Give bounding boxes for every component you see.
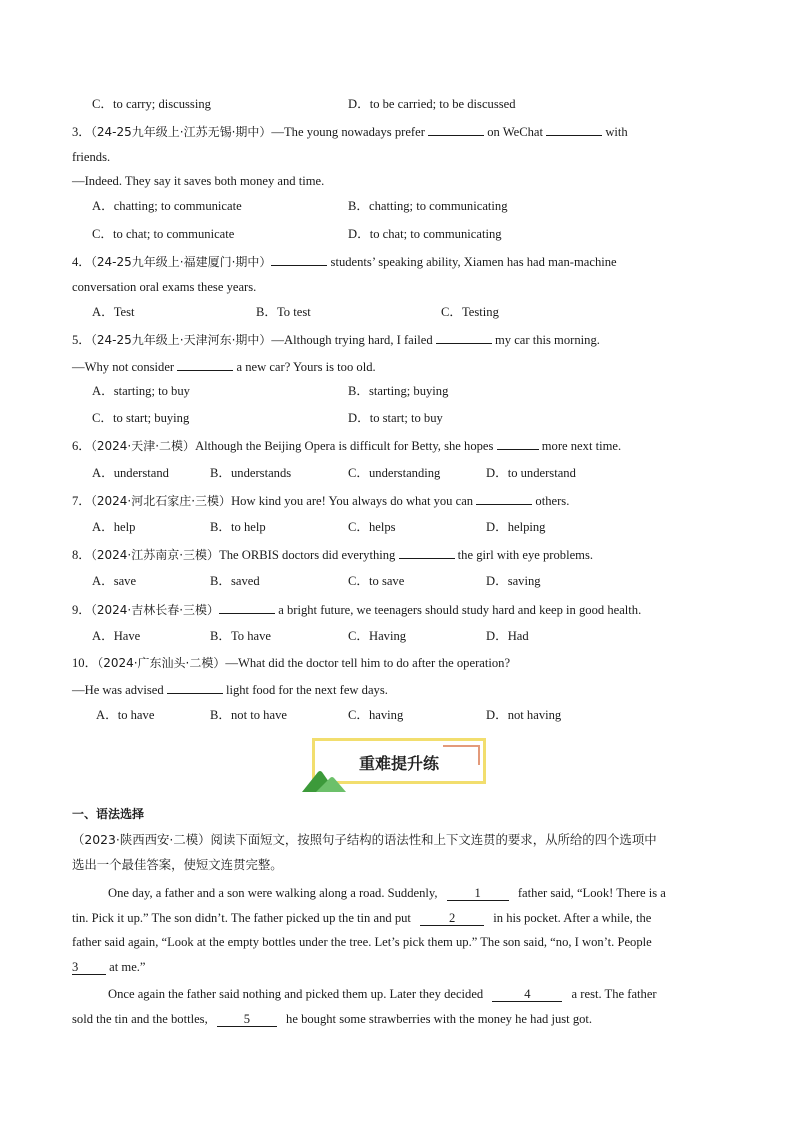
q10-blank[interactable] [167, 681, 223, 694]
q8-text-b: the girl with eye problems. [457, 548, 594, 562]
q5-source: （24-25九年级上·天津河东·期中） [90, 333, 272, 347]
hills-icon [302, 768, 346, 792]
q10-source: （2024·广东汕头·二模） [97, 656, 226, 670]
q7-option-b[interactable]: B．to help [210, 520, 266, 534]
q6-text-b: more next time. [541, 439, 622, 453]
badge-accent-bar-vertical [478, 745, 480, 765]
q5-number: 5． [72, 333, 91, 347]
q9-option-a[interactable]: A．Have [92, 629, 141, 643]
q10-stem [72, 655, 510, 671]
q4-text: students’ speaking ability, Xiamen has had man-machine [330, 255, 617, 269]
q7-option-d[interactable]: D．helping [486, 520, 546, 534]
section-heading: 一、语法选择 [72, 807, 145, 821]
section-intro-line1: （2023·陕西西安·二模）阅读下面短文，按照句子结构的语法性和上下文连贯的要求，从所给的四个选项中 [72, 832, 657, 847]
q7-option-c[interactable]: C．helps [348, 520, 396, 534]
q3-stem [72, 123, 628, 140]
q9-option-b[interactable]: B．To have [210, 629, 272, 643]
q5-blank-2[interactable] [177, 358, 233, 371]
passage-text-2c: sold the tin and the bottles, [72, 1012, 208, 1026]
q3-option-d[interactable]: D．to chat; to communicating [348, 227, 502, 241]
passage-blank-2[interactable]: 2 [420, 911, 484, 926]
passage-text-1b: father said, “Look! There is a [517, 886, 666, 900]
q6-option-c[interactable]: C．understanding [348, 466, 441, 480]
passage-text-2d: he bought some strawberries with the money he had just got. [286, 1012, 593, 1026]
q9-blank[interactable] [219, 601, 275, 614]
q4-option-b[interactable]: B．To test [256, 305, 311, 319]
q5-response [72, 358, 376, 375]
q5-stem [72, 331, 600, 348]
q3-blank-1[interactable] [428, 123, 484, 136]
q5-option-c[interactable]: C．to start; buying [92, 411, 190, 425]
passage-text-1d: in his pocket. After a while, the [493, 911, 652, 925]
q4-stem [72, 253, 617, 270]
badge-title: 重难提升练 [358, 754, 439, 773]
q3-text-c: with [605, 125, 628, 139]
q9-text: a bright future, we teenagers should study hard and keep in good health. [278, 603, 642, 617]
q6-option-d[interactable]: D．to understand [486, 466, 576, 480]
q8-option-d[interactable]: D．saving [486, 574, 541, 588]
section-intro-line2: 选出一个最佳答案，使短文连贯完整。 [72, 857, 283, 872]
passage-text-2a: Once again the father said nothing and picked them up. Later they decided [108, 987, 484, 1001]
q4-source: （24-25九年级上·福建厦门·期中） [90, 255, 272, 269]
q8-number: 8． [72, 548, 91, 562]
q6-stem [72, 437, 621, 454]
q9-stem [72, 601, 641, 618]
passage-line-6 [72, 1011, 592, 1027]
passage-line-3: father said again, “Look at the empty bottles under the tree. Let’s pick them up.” The son said, “no, I won’t. People [72, 935, 652, 949]
q3-text-b: on WeChat [487, 125, 544, 139]
q7-stem [72, 492, 569, 509]
passage-line-2 [72, 910, 651, 926]
q8-stem [72, 546, 593, 563]
q4-number: 4． [72, 255, 91, 269]
q5-text-c: —Why not consider [72, 360, 175, 374]
q7-number: 7． [72, 494, 91, 508]
q5-option-b[interactable]: B．starting; buying [348, 384, 449, 398]
q10-option-d[interactable]: D．not having [486, 708, 562, 722]
q5-option-a[interactable]: A．starting; to buy [92, 384, 190, 398]
q3-option-c[interactable]: C．to chat; to communicate [92, 227, 235, 241]
q10-option-a[interactable]: A．to have [96, 708, 155, 722]
q8-blank[interactable] [399, 546, 455, 559]
q7-text-a: How kind you are! You always do what you can [231, 494, 474, 508]
q2-option-c[interactable]: C．to carry; discussing [92, 97, 211, 111]
q9-option-c[interactable]: C．Having [348, 629, 407, 643]
q6-blank[interactable] [497, 437, 539, 450]
q10-text-a: —He was advised [72, 683, 164, 697]
q4-option-a[interactable]: A．Test [92, 305, 135, 319]
passage-text-1f: at me.” [109, 960, 146, 974]
passage-text-1a: One day, a father and a son were walking along a road. Suddenly, [108, 886, 438, 900]
q3-option-a[interactable]: A．chatting; to communicate [92, 199, 242, 213]
q3-blank-2[interactable] [546, 123, 602, 136]
q3-number: 3． [72, 125, 91, 139]
q3-source: （24-25九年级上·江苏无锡·期中） [90, 125, 272, 139]
q10-option-c[interactable]: C．having [348, 708, 404, 722]
passage-line-5 [108, 986, 657, 1002]
q10-number: 10． [72, 656, 98, 670]
q7-blank[interactable] [476, 492, 532, 505]
q10-text: —What did the doctor tell him to do after the operation? [225, 656, 511, 670]
passage-text-2b: a rest. The father [571, 987, 657, 1001]
q5-text-d: a new car? Yours is too old. [236, 360, 376, 374]
q8-option-a[interactable]: A．save [92, 574, 137, 588]
passage-line-1 [108, 885, 666, 901]
q6-option-a[interactable]: A．understand [92, 466, 169, 480]
q10-text-b: light food for the next few days. [225, 683, 388, 697]
passage-blank-4[interactable]: 4 [492, 987, 562, 1002]
q3-option-b[interactable]: B．chatting; to communicating [348, 199, 508, 213]
q7-text-b: others. [535, 494, 570, 508]
q8-option-b[interactable]: B．saved [210, 574, 260, 588]
q7-option-a[interactable]: A．help [92, 520, 136, 534]
q6-number: 6． [72, 439, 91, 453]
q9-option-d[interactable]: D．Had [486, 629, 529, 643]
q6-source: （2024·天津·二模） [90, 439, 196, 453]
q8-source: （2024·江苏南京·三模） [90, 548, 220, 562]
q3-response: —Indeed. They say it saves both money and time. [72, 174, 325, 188]
q8-option-c[interactable]: C．to save [348, 574, 405, 588]
q5-option-d[interactable]: D．to start; to buy [348, 411, 443, 425]
passage-blank-1[interactable]: 1 [447, 886, 509, 901]
q8-text-a: The ORBIS doctors did everything [219, 548, 396, 562]
q3-stem-line2: friends. [72, 150, 111, 164]
q9-number: 9． [72, 603, 91, 617]
passage-blank-5[interactable]: 5 [217, 1012, 277, 1027]
q7-source: （2024·河北石家庄·三模） [90, 494, 232, 508]
q6-option-b[interactable]: B．understands [210, 466, 292, 480]
q4-blank[interactable] [271, 253, 327, 266]
q4-option-c[interactable]: C．Testing [441, 305, 499, 319]
badge-accent-bar [443, 745, 479, 747]
q4-stem-line2: conversation oral exams these years. [72, 280, 257, 294]
q5-text-a: —Although trying hard, I failed [271, 333, 433, 347]
q5-blank-1[interactable] [436, 331, 492, 344]
passage-blank-3[interactable]: 3 [72, 960, 106, 975]
q2-option-d[interactable]: D．to be carried; to be discussed [348, 97, 516, 111]
q3-text-a: —The young nowadays prefer [271, 125, 425, 139]
passage-line-4 [72, 959, 146, 975]
q9-source: （2024·吉林长春·三模） [90, 603, 220, 617]
passage-text-1c: tin. Pick it up.” The son didn’t. The father picked up the tin and put [72, 911, 411, 925]
q10-response [72, 681, 388, 698]
q6-text-a: Although the Beijing Opera is difficult for Betty, she hopes [195, 439, 494, 453]
q10-option-b[interactable]: B．not to have [210, 708, 287, 722]
q5-text-b: my car this morning. [494, 333, 600, 347]
